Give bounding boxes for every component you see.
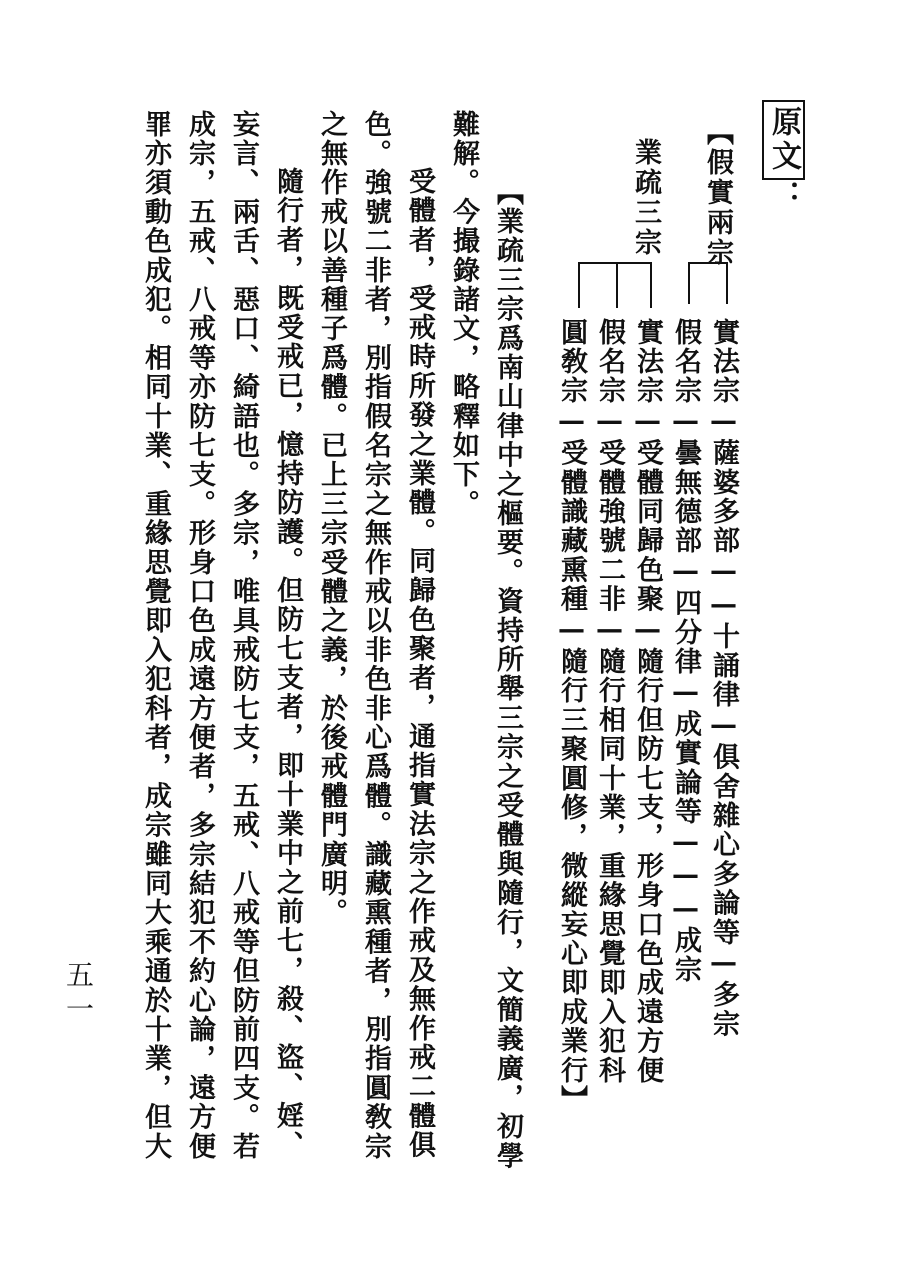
- body-line-1: 【業疏三宗爲南山律中之樞要。資持所舉三宗之受體與隨行，文簡義廣，初學: [492, 178, 523, 1171]
- section-heading: [766, 100, 801, 214]
- chart-line-2: 假名宗—曇無德部—四分律—成實論等———成宗: [670, 318, 701, 985]
- chart-line-4: 假名宗—受體強號二非—隨行相同十業，重緣思覺即入犯科: [594, 318, 625, 1086]
- bracket-two-schools: [688, 262, 728, 304]
- chart-line-5: 圓敎宗—受體識藏熏種—隨行三聚圓修，微縱妄心即成業行】: [556, 318, 587, 1115]
- chart-title: 【假實兩宗: [702, 118, 733, 268]
- bracket-three-schools-inner: [614, 262, 652, 308]
- body-line-9: 罪亦須動色成犯。相同十業、重緣思覺即入犯科者，成宗雖同大乘通於十業，但大: [140, 110, 171, 1162]
- body-line-6: 隨行者，既受戒已，憶持防護。但防七支者，即十業中之前七，殺、盜、婬、: [272, 138, 303, 1160]
- page-number: 五一: [62, 960, 95, 1028]
- body-line-3: 受體者，受戒時所發之業體。同歸色聚者，通指實法宗之作戒及無作戒二體俱: [404, 138, 435, 1160]
- body-line-4: 色。強號二非者，別指假名宗之無作戒以非色非心爲體。識藏熏種者，別指圓敎宗: [360, 110, 391, 1162]
- chart-line-3: 實法宗—受體同歸色聚—隨行但防七支，形身口色成遠方便: [632, 318, 663, 1086]
- bracket-three-schools-outer: [578, 262, 618, 308]
- body-line-5: 之無作戒以善種子爲體。已上三宗受體之義，於後戒體門廣明。: [316, 110, 347, 928]
- chart-line-1: 實法宗—薩婆多部——十誦律—俱舍雜心多論等—多宗: [708, 318, 739, 1039]
- heading-colon: ：: [766, 180, 801, 214]
- chart-sub-label: 業疏三宗: [630, 138, 661, 258]
- body-line-8: 成宗，五戒、八戒等亦防七支。形身口色成遠方便者，多宗結犯不約心論，遠方便: [184, 110, 215, 1162]
- body-line-2: 難解。今撮錄諸文，略釋如下。: [448, 110, 479, 519]
- body-line-7: 妄言、兩舌、惡口、綺語也。多宗，唯具戒防七支，五戒、八戒等但防前四支。若: [228, 110, 259, 1162]
- heading-box-label: 原文: [762, 100, 805, 180]
